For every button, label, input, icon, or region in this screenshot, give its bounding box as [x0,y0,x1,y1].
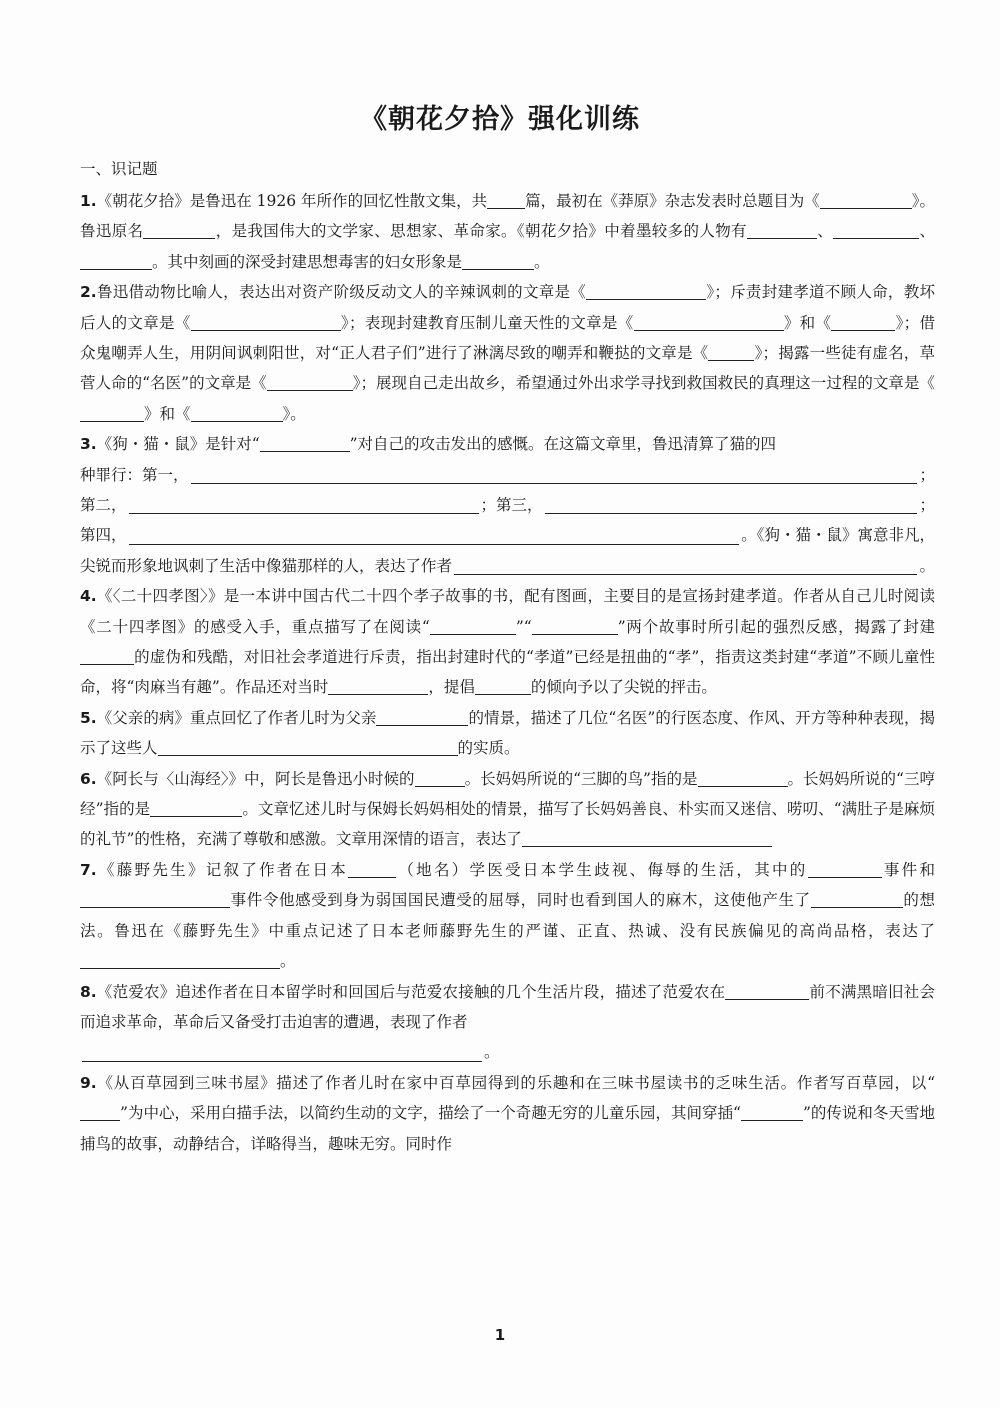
question-text: 》；斥责封建孝道不顾人命，教坏后人的文章是《 [80,283,935,332]
answer-blank[interactable] [475,678,531,695]
question-4 [80,581,935,703]
answer-blank[interactable] [522,830,772,847]
question-text: ，提倡 [428,678,475,697]
question-text: 种罪行：第一， [80,465,189,484]
question-text: 鲁迅借动物比喻人，表达出对资产阶级反动文人的辛辣讽刺的文章是《 [96,283,587,302]
question-text: 》。 [282,404,306,423]
question-2 [80,277,935,429]
question-text: 》；表现封建教育压制儿童天性的文章是《 [340,313,634,332]
question-text: 《范爱农》追述作者在日本留学时和回国后与范爱农接触的几个生活片段，描述了范爱农在 [96,982,726,1001]
section-heading: 一、识记题 [80,160,158,178]
answer-blank[interactable] [129,526,740,545]
question-text: 的情景，描述了几位“名医”的行医态度、作风、开方等种种表现，揭示了这些人 [80,708,935,758]
question-text: 。文章忆述儿时与保姆长妈妈相处的情景，描写了长妈妈善良、朴实而又迷信、唠叨、“满肚子是麻烦的礼节”的性格，充满了尊敬和感激。文章用深情的语言，表达了 [80,800,935,849]
question-text: 》和《 [144,404,191,423]
question-number: 4. [80,587,97,606]
question-text: 事件令他感受到身为弱国国民遭受的屈辱，同时也看到国人的麻木，这使他产生了 [230,891,811,910]
answer-blank[interactable] [191,313,341,330]
question-text: ； [919,496,935,515]
question-text: 《父亲的病》重点回忆了作者儿时为父亲 [96,708,377,727]
answer-blank[interactable] [158,739,458,756]
question-text: ”的传说和冬天雪地捕鸟的故事，动静结合，详略得当，趣味无穷。同时作 [80,1104,935,1153]
question-5 [80,703,935,764]
question-text: 。长妈妈所说的“三脚的鸟”指的是 [464,769,698,788]
question-number: 6. [80,769,97,788]
question-6 [80,764,935,855]
question-text: 《〈二十四孝图〉》是一本讲中国古代二十四个孝子故事的书，配有图画，主要目的是宣扬封建孝道。作者从自己儿时阅读《二十四孝图》的感受入手，重点描写了在阅读“ [80,587,935,636]
question-number: 5. [80,708,97,727]
answer-blank[interactable] [708,344,754,361]
question-text: 。 [534,252,550,271]
answer-blank[interactable] [833,222,919,239]
question-text: ； [919,465,935,484]
question-text: ，是我国伟大的文学家、思想家、革命家。《朝花夕拾》中着墨较多的人物有 [215,222,747,241]
answer-blank[interactable] [376,709,468,726]
answer-blank[interactable] [80,1104,120,1121]
question-number: 8. [80,982,97,1001]
question-text: ”为中心，采用白描手法，以简约生动的文字，描绘了一个奇趣无穷的儿童乐园，其间穿插“ [120,1104,741,1123]
answer-blank[interactable] [150,800,242,817]
answer-blank[interactable] [545,495,918,514]
question-3-line-1 [80,460,935,490]
question-text: 。 [280,952,296,971]
question-3-line-4 [80,551,935,581]
question-text: ”两个故事时所引起的强烈反感，揭露了封建 [617,617,935,636]
answer-blank[interactable] [532,617,618,634]
question-9 [80,1068,935,1159]
question-text: ”对自己的攻击发出的感慨。在这篇文章里，鲁迅清算了猫的四 [349,435,777,454]
answer-blank[interactable] [415,769,465,786]
answer-blank[interactable] [586,283,706,300]
answer-blank[interactable] [811,891,903,908]
question-text: 》和《 [783,313,832,332]
answer-blank[interactable] [820,192,912,209]
answer-blank[interactable] [747,222,817,239]
question-8-answer-line [80,1037,935,1067]
question-text: 。长妈妈所说的“三哼经”指的是 [80,769,935,819]
worksheet-content [80,152,935,1159]
question-text: 》；揭露一些徒有虚名，草菅人命的“名医”的文章是《 [80,344,935,393]
answer-blank[interactable] [634,313,784,330]
question-text: 、 [816,222,834,241]
question-text: 。《狗・猫・鼠》寓意非凡， [741,526,935,545]
question-text: 《藤野先生》记叙了作者在日本 [96,860,349,879]
question-text: 《朝花夕拾》是鲁迅在 1926 年所作的回忆性散文集，共 [96,192,488,210]
question-3-line-2 [80,490,935,520]
question-8 [80,977,935,1038]
answer-blank[interactable] [80,253,152,270]
answer-blank[interactable] [143,222,215,239]
question-text: 》；借众鬼嘲弄人生，用阴间讽刺阳世，对“正人君子们”进行了淋漓尽致的嘲弄和鞭挞的文章是《 [80,313,935,363]
answer-blank[interactable] [82,1043,482,1062]
question-text: 》。鲁迅原名 [80,192,935,241]
answer-blank[interactable] [808,861,882,878]
answer-blank[interactable] [698,769,788,786]
answer-blank[interactable] [80,648,134,665]
answer-blank[interactable] [725,982,809,999]
question-text: （地名）学医受日本学生歧视、侮辱的生活，其中的 [396,860,808,879]
question-3 [80,429,935,459]
question-text: 《狗・猫・鼠》是针对“ [96,435,260,454]
question-text: ”“ [515,617,532,636]
answer-blank[interactable] [831,313,895,330]
question-number: 3. [80,435,97,454]
answer-blank[interactable] [129,495,479,514]
question-number: 1. [80,192,97,210]
question-text: 。 [484,1043,500,1062]
answer-blank[interactable] [191,465,918,484]
question-text: 的实质。 [457,739,520,758]
question-text: 篇，最初在《莽原》杂志发表时总题目为《 [525,192,820,210]
question-text: 的想法。鲁迅在《藤野先生》中重点记述了日本老师藤野先生的严谨、正直、热诚、没有民族偏见的高尚品格，表达了 [80,891,935,940]
answer-blank[interactable] [191,405,283,422]
question-text: 第二， [80,496,127,515]
question-text: 《阿长与〈山海经〉》中，阿长是鲁迅小时候的 [96,769,415,788]
question-3-line-3 [80,520,935,550]
answer-blank[interactable] [462,253,534,270]
question-number: 2. [80,283,97,302]
question-text: 、 [919,222,935,241]
question-number: 9. [80,1073,97,1092]
answer-blank[interactable] [430,617,516,634]
answer-blank[interactable] [80,405,144,422]
question-text: 。其中刻画的深受封建思想毒害的妇女形象是 [152,252,463,271]
question-text: 第四， [80,526,127,545]
question-text: 的倾向予以了尖锐的抨击。 [530,678,717,697]
question-text: 。 [919,556,935,575]
question-text: 前不满黑暗旧社会而追求革命，革命后又备受打击迫害的遭遇，表现了作者 [80,982,935,1031]
answer-blank[interactable] [267,374,353,391]
question-text: 事件和 [881,860,935,879]
page-title: 《朝花夕拾》强化训练 [360,104,640,135]
question-text: 》；展现自己走出故乡，希望通过外出求学寻找到救国救民的真理这一过程的文章是《 [352,374,935,393]
question-1 [80,186,935,277]
answer-blank[interactable] [260,435,350,452]
answer-blank[interactable] [348,861,396,878]
question-number: 7. [80,860,97,879]
question-text: 的虚伪和残酷，对旧社会孝道进行斥责，指出封建时代的“孝道”已经是扭曲的“孝”，指责这类封建“孝道”不顾儿童性命，将“肉麻当有趣”。作品还对当时 [80,648,935,697]
question-text: 尖锐而形象地讽刺了生活中像猫那样的人，表达了作者 [80,556,453,575]
answer-blank[interactable] [487,192,525,209]
answer-blank[interactable] [80,891,230,908]
answer-blank[interactable] [741,1104,803,1121]
answer-blank[interactable] [80,952,280,969]
question-7 [80,855,935,977]
question-text: ；第三， [480,496,543,515]
answer-blank[interactable] [328,678,428,695]
question-text: 《从百草园到三味书屋》描述了作者儿时在家中百草园得到的乐趣和在三味书屋读书的乏味生活。作者写百草园，以“ [96,1073,935,1092]
answer-blank[interactable] [454,556,917,575]
page-number: 1 [494,1326,506,1344]
